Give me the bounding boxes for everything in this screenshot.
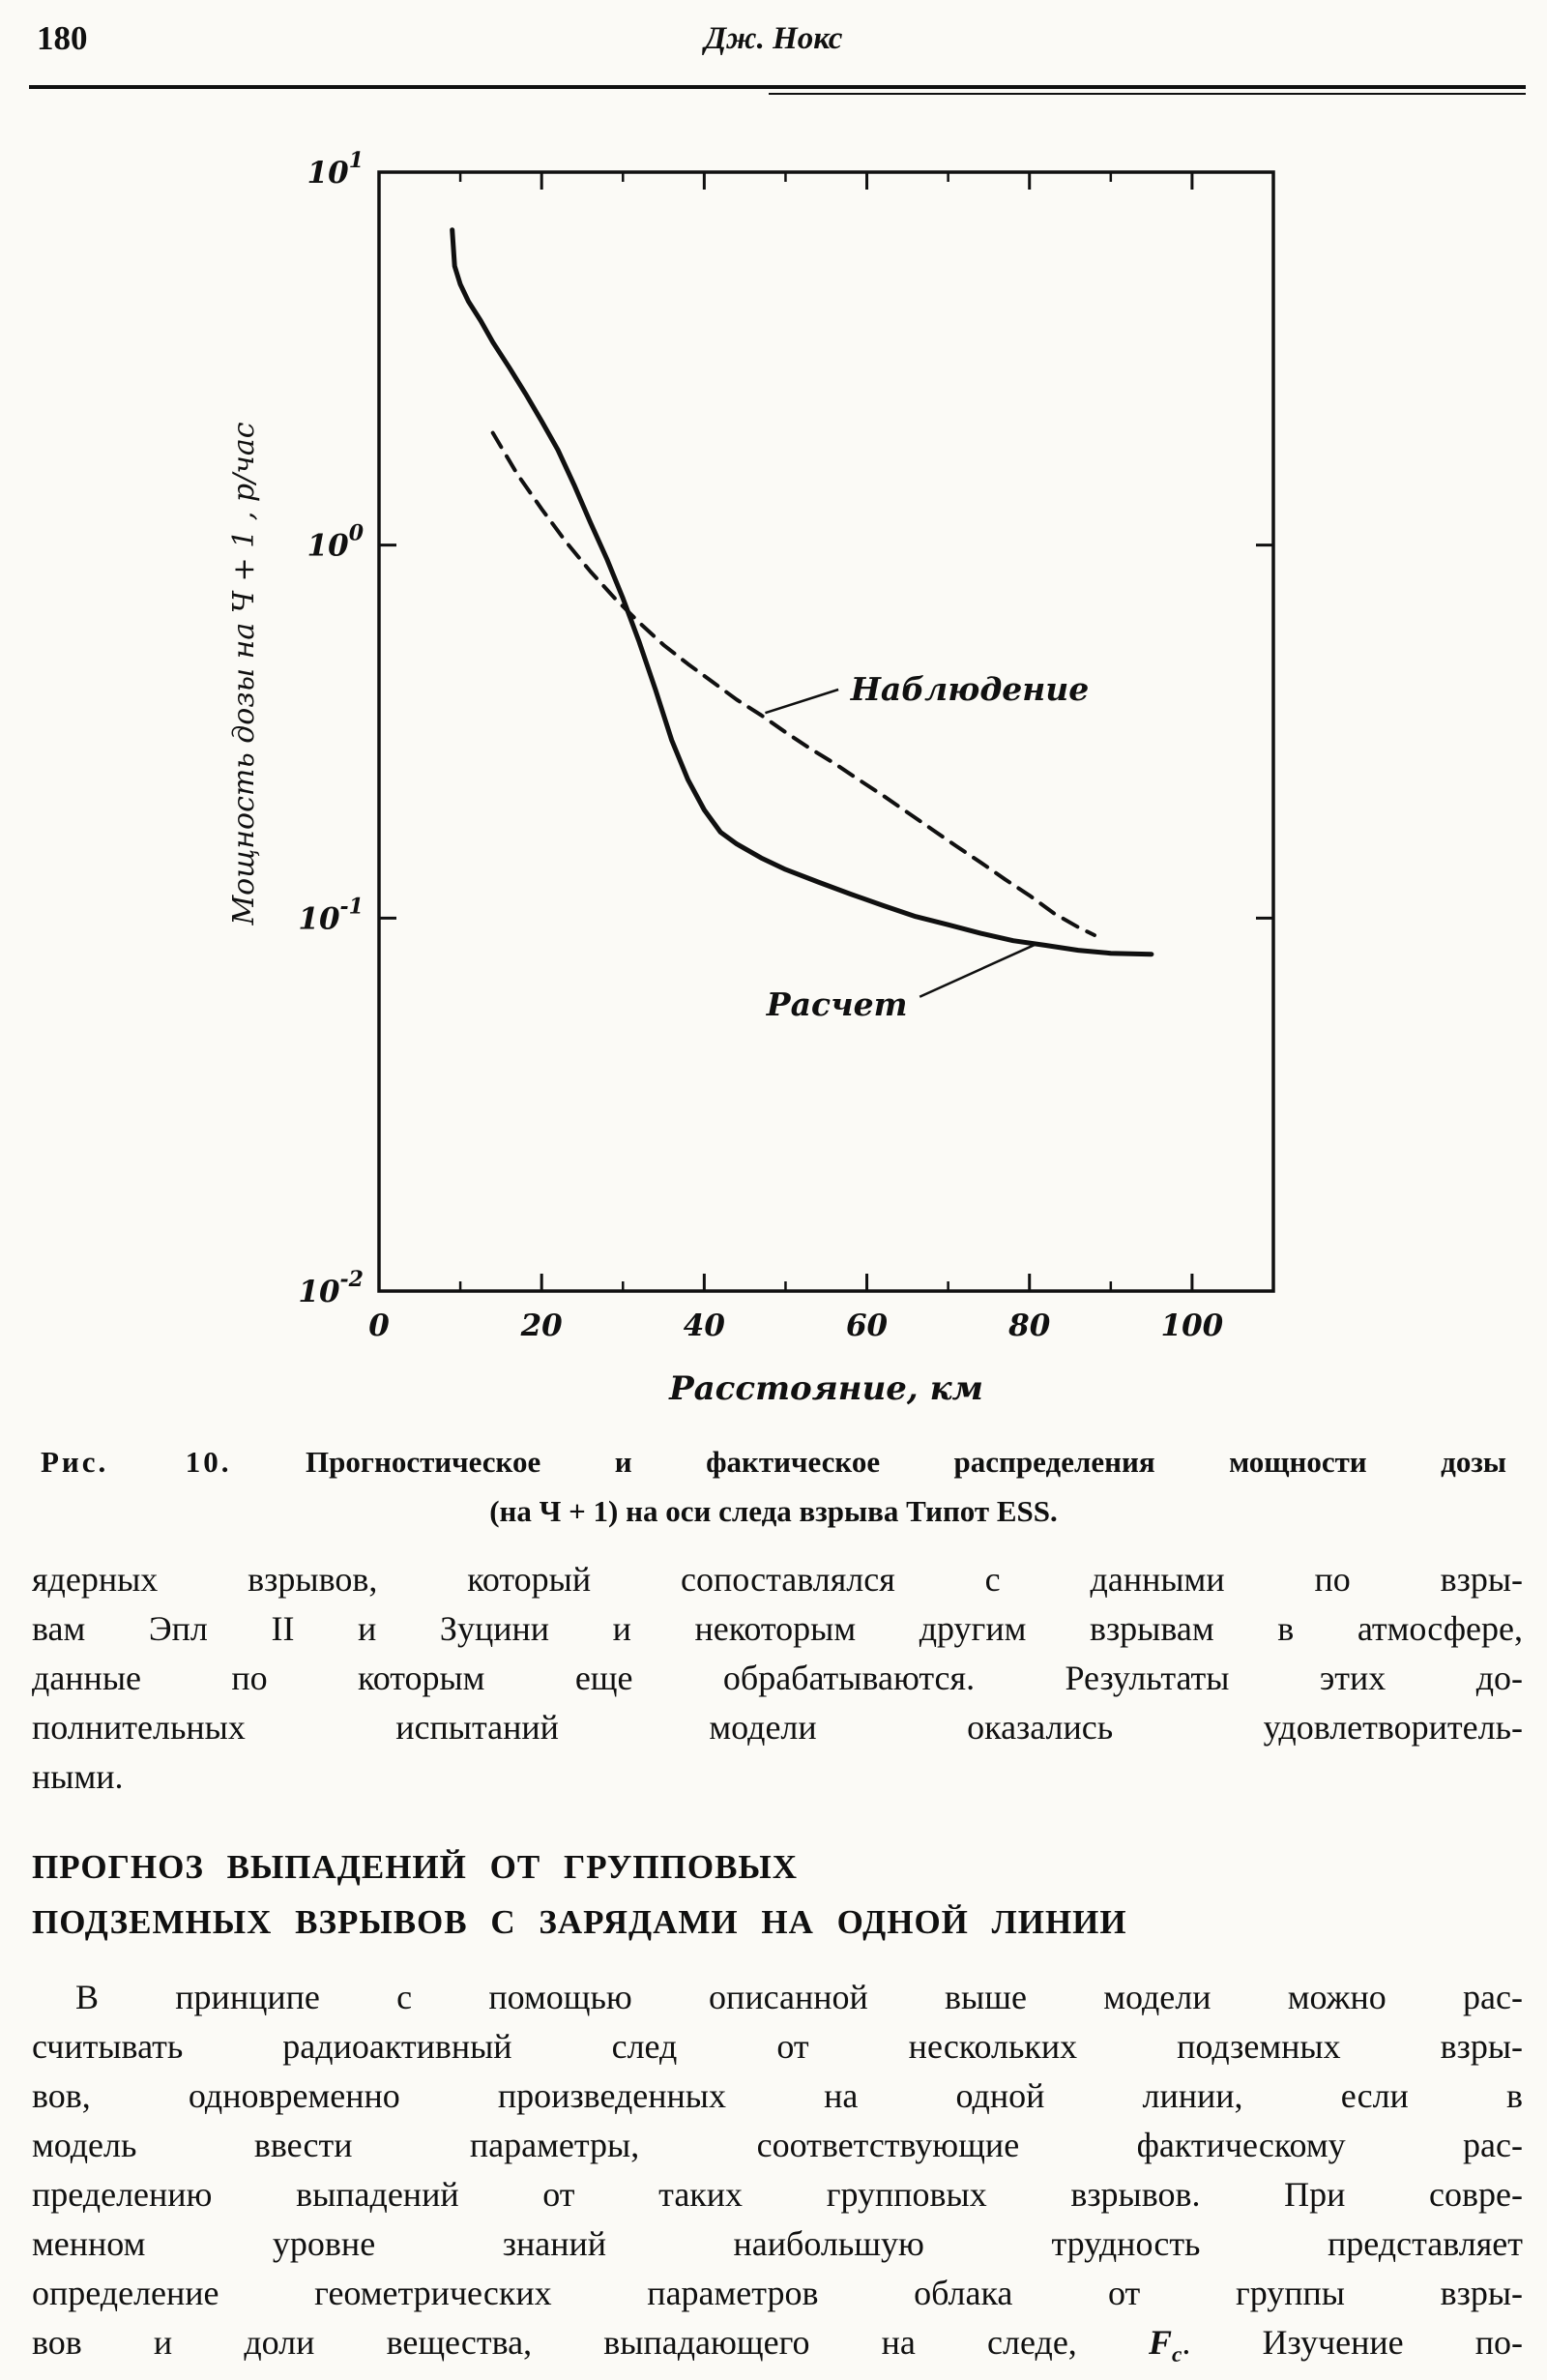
annotation-label: Расчет	[766, 985, 908, 1024]
paragraph-2	[32, 1973, 1523, 2380]
annotation-leader	[765, 690, 838, 713]
figure-caption	[41, 1437, 1506, 1536]
paragraph-line: определение геометрических параметров облака от группы взры-	[32, 2274, 1523, 2312]
annotation-leader	[919, 944, 1037, 997]
header-rule	[29, 85, 1526, 89]
y-tick-label: $10^{-1}$	[298, 894, 364, 937]
x-tick-label: 0	[368, 1308, 390, 1343]
paragraph-line: данные по которым еще обрабатываются. Результаты этих до-	[32, 1659, 1523, 1697]
paragraph-line: ядерных взрывов, который сопоставлялся с данными по взры-	[32, 1560, 1523, 1599]
paragraph-line: полнительных испытаний модели оказались удовлетворитель-	[32, 1708, 1523, 1747]
section-heading-line2: ПОДЗЕМНЫХ ВЗРЫВОВ С ЗАРЯДАМИ НА ОДНОЙ ЛИНИИ	[32, 1903, 1127, 1941]
paragraph-line: пределению выпадений от таких групповых взрывов. При совре-	[32, 2175, 1523, 2214]
x-tick-label: 100	[1160, 1308, 1224, 1343]
series-solid-curve	[452, 230, 1152, 955]
x-tick-label: 80	[1008, 1308, 1051, 1343]
text-segment: вов и доли вещества, выпадающего на следе,	[32, 2323, 1149, 2362]
x-tick-label: 40	[683, 1308, 725, 1343]
running-head-title: Дж. Нокс	[704, 21, 843, 56]
text-segment: . Изучение по-	[1182, 2323, 1524, 2362]
paragraph-line: модель ввести параметры, соответствующие фактическому рас-	[32, 2126, 1523, 2164]
paragraph-line: В принципе с помощью описанной выше модели можно рас-	[75, 1978, 1523, 2016]
section-heading	[32, 1839, 1523, 1950]
figure-caption-text: Прогностическое и фактическое распределения мощности дозы	[306, 1445, 1506, 1479]
figure-label: Рис. 10.	[41, 1445, 232, 1479]
axis-ticks	[379, 172, 1273, 1291]
paragraph-line: вам Эпл II и Зуцини и некоторым другим взрывам в атмосфере,	[32, 1609, 1523, 1648]
paragraph-line-with-formula	[32, 2318, 1523, 2380]
y-tick-label: $10^0$	[306, 520, 364, 564]
x-tick-label: 60	[845, 1308, 889, 1343]
formula-Fc	[1148, 2323, 1182, 2368]
plot-frame	[379, 172, 1273, 1291]
formula-subscript: c	[1171, 2342, 1182, 2368]
header-rule-secondary	[769, 93, 1526, 95]
paragraph-line: считывать радиоактивный след от нескольких подземных взры-	[32, 2027, 1523, 2066]
paragraph-1	[32, 1555, 1523, 1802]
figure-caption-line2: (на Ч + 1) на оси следа взрыва Типот ESS.	[489, 1494, 1058, 1528]
figure-10	[224, 126, 1336, 1431]
section-heading-line1: ПРОГНОЗ ВЫПАДЕНИЙ ОТ ГРУППОВЫХ	[32, 1848, 799, 1886]
x-tick-label: 20	[520, 1308, 563, 1343]
annotation-label: Наблюдение	[850, 670, 1090, 709]
formula-symbol: F	[1148, 2323, 1172, 2362]
y-tick-label: $10^{-2}$	[298, 1267, 364, 1309]
y-axis-label: Мощность дозы на Ч + 1 , р/час	[227, 422, 261, 926]
figure-caption-line1	[41, 1437, 1506, 1486]
paragraph-line: ными.	[32, 1757, 124, 1796]
x-axis-label: Расстояние, км	[669, 1369, 983, 1408]
dose-rate-vs-distance-chart	[224, 126, 1336, 1431]
paragraph-line: вов, одновременно произведенных на одной линии, если в	[32, 2076, 1523, 2115]
paragraph-line: менном уровне знаний наибольшую трудность представляет	[32, 2224, 1523, 2263]
page-number: 180	[37, 19, 88, 57]
y-tick-label: $10^1$	[306, 148, 364, 191]
